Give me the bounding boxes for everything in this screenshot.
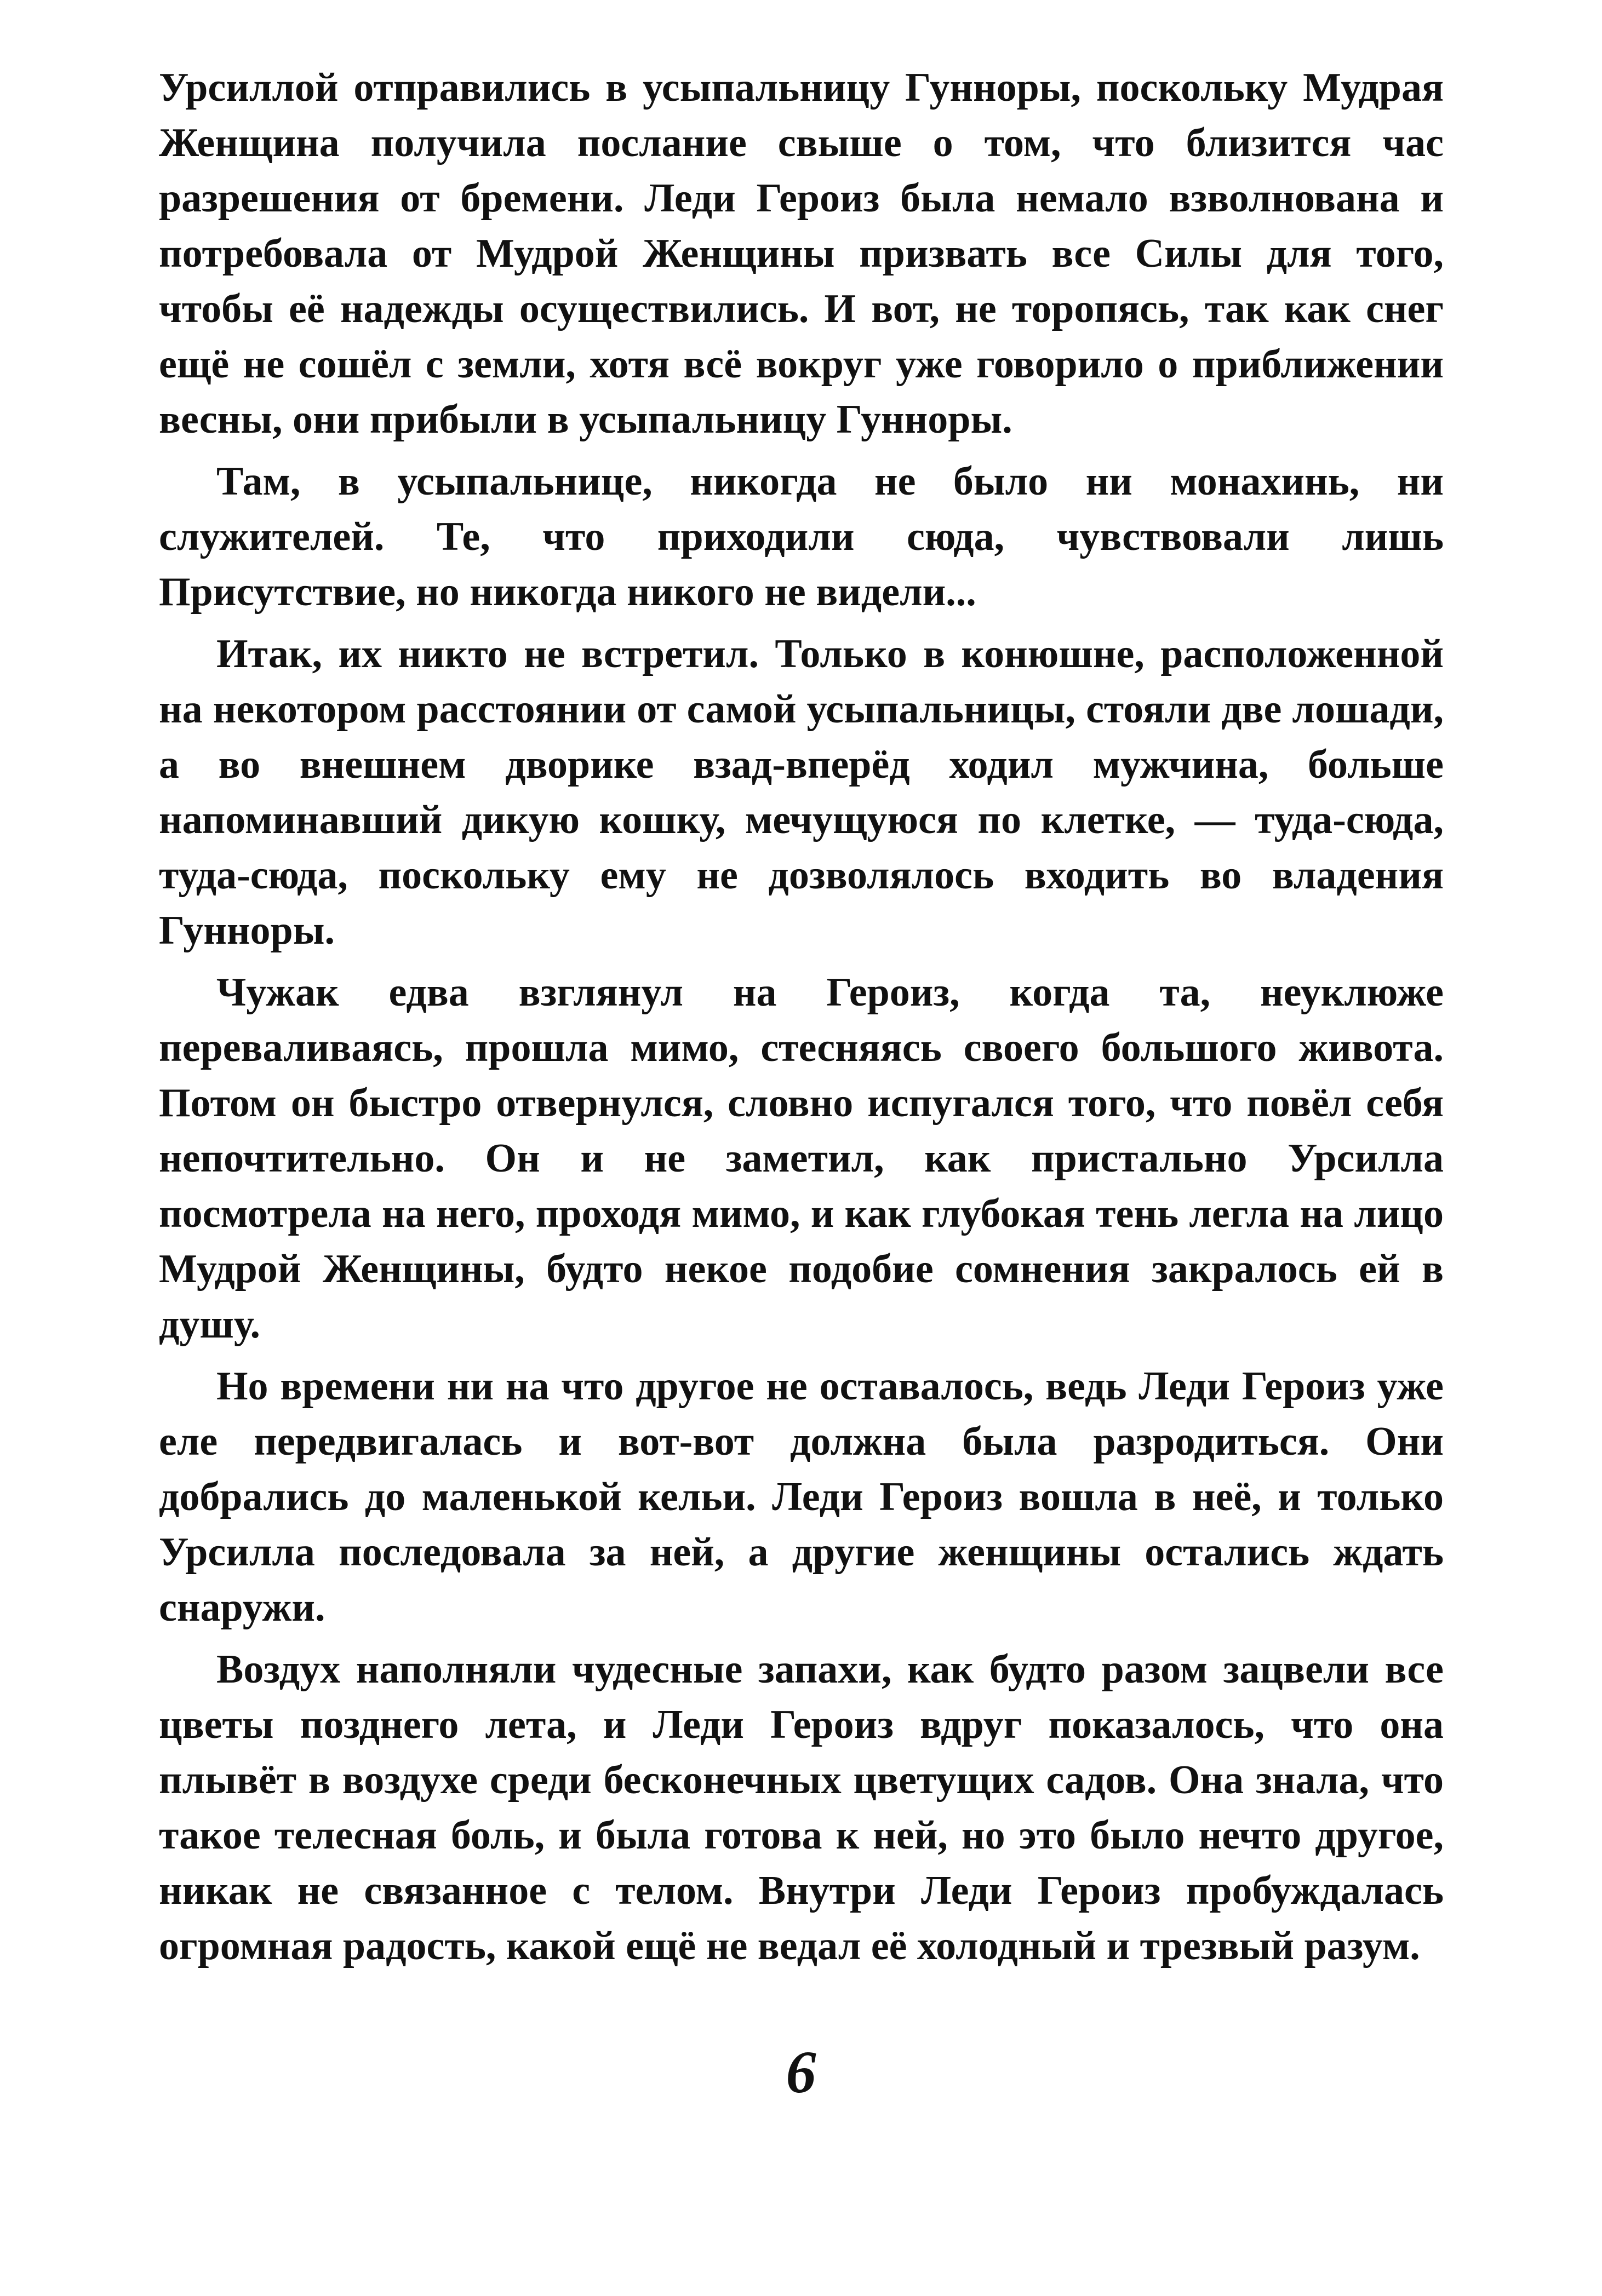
page-number: 6 (786, 2039, 816, 2105)
paragraph-2: Там, в усыпальнице, никогда не было ни монахинь, ни служителей. Те, что приходили сюда, чувствовали лишь Присутствие, но никогда никого не видели... (159, 459, 1444, 615)
paragraph-4: Чужак едва взглянул на Героиз, когда та, неуклюже переваливаясь, прошла мимо, стесняясь своего большого живота. Потом он быстро отвернулся, словно испугался того, что повёл себя непочтительно. Он и не заметил, как пристально Урсилла посмотрела на него, проходя мимо, и как глубокая тень легла на лицо Мудрой Женщины, будто некое подобие сомнения закралось ей в душу. (159, 970, 1444, 1347)
paragraph-5: Но времени ни на что другое не оставалось, ведь Леди Героиз уже еле передвигалась и вот-вот должна была разродиться. Они добрались до маленькой кельи. Леди Героиз вошла в неё, и только Урсилла последовала за ней, а другие женщины остались ждать снаружи. (159, 1364, 1444, 1630)
body-text (159, 60, 1444, 1974)
paragraph-1: Урсиллой отправились в усыпальницу Гунноры, поскольку Мудрая Женщина получила послание свыше о том, что близится час разрешения от бремени. Леди Героиз была немало взволнована и потребовала от Мудрой Женщины призвать все Силы для того, чтобы её надежды осуществились. И вот, не торопясь, так как снег ещё не сошёл с земли, хотя всё вокруг уже говорило о приближении весны, они прибыли в усыпальницу Гунноры. (159, 65, 1444, 442)
paragraph-3: Итак, их никто не встретил. Только в конюшне, расположенной на некотором расстоянии от самой усыпальницы, стояли две лошади, а во внешнем дворике взад-вперёд ходил мужчина, больше напоминавший дикую кошку, мечущуюся по клетке, — туда-сюда, туда-сюда, поскольку ему не дозволялось входить во владения Гунноры. (159, 632, 1444, 953)
paragraph-6: Воздух наполняли чудесные запахи, как будто разом зацвели все цветы позднего лета, и Леди Героиз вдруг показалось, что она плывёт в воздухе среди бесконечных цветущих садов. Она знала, что такое телесная боль, и была готова к ней, но это было нечто другое, никак не связанное с телом. Внутри Леди Героиз пробуждалась огромная радость, какой ещё не ведал её холодный и трезвый разум. (159, 1647, 1444, 1968)
